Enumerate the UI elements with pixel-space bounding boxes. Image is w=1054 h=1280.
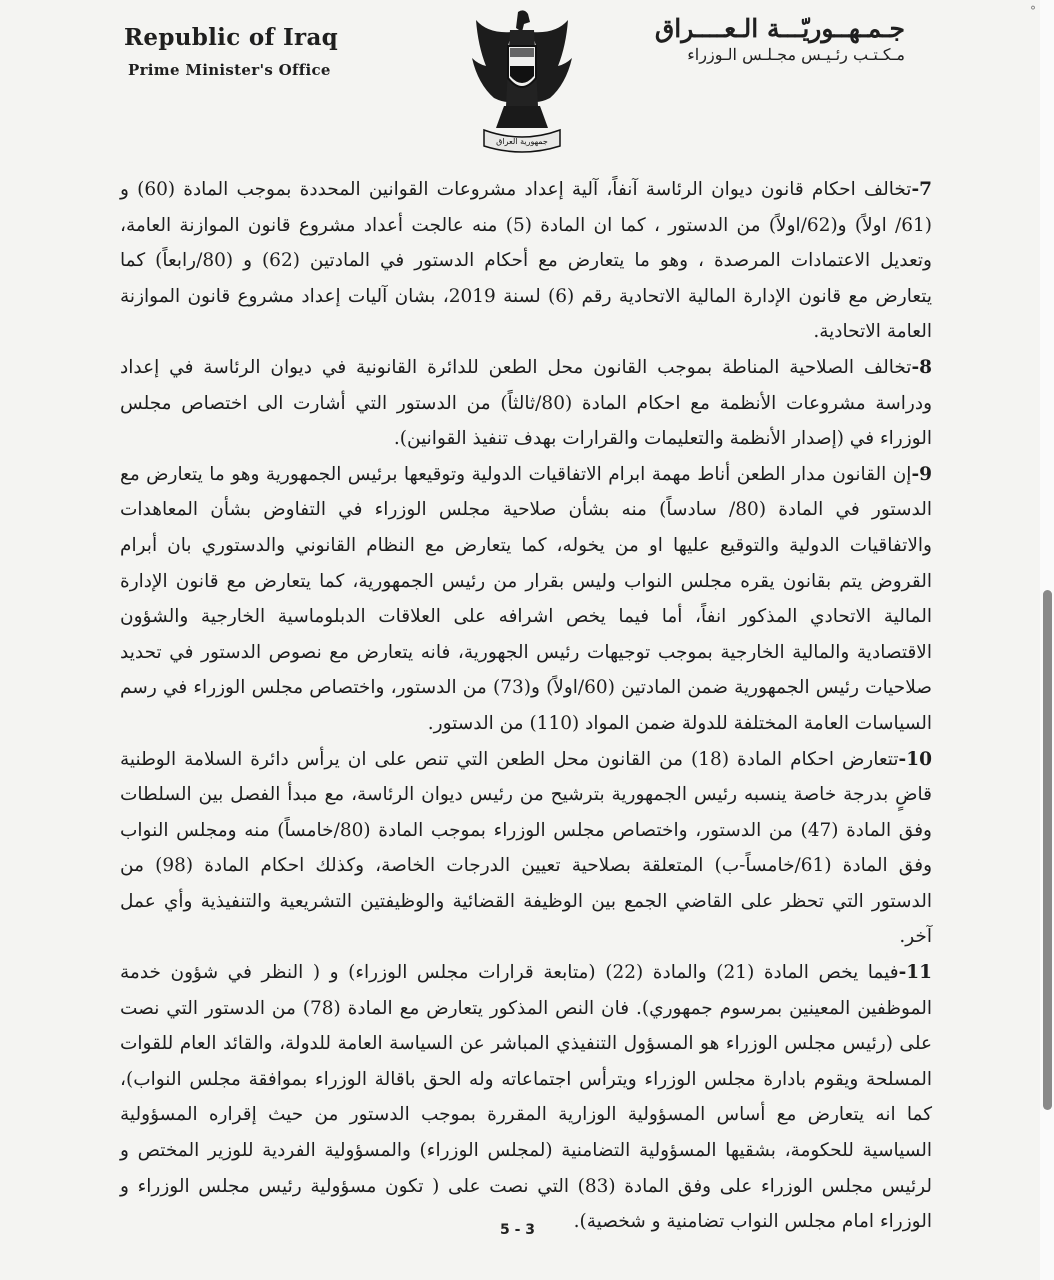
header-english xyxy=(124,24,338,79)
document-body xyxy=(120,172,932,1240)
clause-text: إن القانون مدار الطعن أناط مهمة ابرام الاتفاقيات الدولية وتوقيعها برئيس الجمهورية وهو ما يتعارض مع الدستور في المادة (80/ سادساً) منه بشأن صلاحية مجلس الوزراء في التفاوض بشأن المعاهدات والاتفاقيات الدولية والتوقيع عليها او من يخوله، كما يتعارض مع النظام القانوني والدستوري بان أبرام القروض يتم بقانون يقره مجلس النواب وليس بقرار من رئيس الجمهورية، كما يتعارض مع قانون الإدارة المالية الاتحادي المذكور انفاً، أما فيما يخص اشرافه على العلاقات الدبلوماسية الخارجية والشؤون الاقتصادية والمالية الخارجية بموجب توجيهات رئيس الجهورية، فانه يتعارض مع نصوص الدستور في تحديد صلاحيات رئيس الجمهورية ضمن المادتين (60/اولاً) و(73) من الدستور، واختصاص مجلس الوزراء في رسم السياسات العامة المختلفة للدولة ضمن المواد (110) من الدستور. xyxy=(120,463,932,734)
clause-9 xyxy=(120,457,932,742)
clause-text: فيما يخص المادة (21) والمادة (22) (متابعة قرارات مجلس الوزراء) و ( النظر في شؤون خدمة الموظفين المعينين بمرسوم جمهوري). فان النص المذكور يتعارض مع المادة (78) من الدستور التي نصت على (رئيس مجلس الوزراء هو المسؤول التنفيذي المباشر عن السياسة العامة للدولة، والقائد العام للقوات المسلحة ويقوم بادارة مجلس الوزراء ويترأس اجتماعاته وله الحق باقالة الوزراء بموافقة مجلس النواب)، كما انه يتعارض مع أساس المسؤولية الوزارية المقررة بموجب الدستور من حيث إقراره المسؤولية السياسية للحكومة، بشقيها المسؤولية التضامنية (لمجلس الوزراء) والمسؤولية الفردية للوزير المختص و لرئيس مجلس الوزراء على وفق المادة (83) التي نصت على ( تكون مسؤولية رئيس مجلس الوزراء و الوزراء امام مجلس النواب تضامنية و شخصية). xyxy=(120,962,932,1233)
header-republic-title: Republic of Iraq xyxy=(124,24,339,51)
clause-number: 11- xyxy=(898,962,932,984)
clause-number: 10- xyxy=(898,748,932,770)
clause-text: تخالف احكام قانون ديوان الرئاسة آنفاً، آلية إعداد مشروعات القوانين المحددة بموجب المادة (60) و (61/ اولاً) و(62/اولاً) من الدستور ، كما ان المادة (5) منه عالجت أعداد مشروع قانون الموازنة العامة، وتعديل الاعتمادات المرصدة ، وهو ما يتعارض مع أحكام الدستور في المادتين (62) و (80/رابعاً) كما يتعارض مع قانون الإدارة المالية الاتحادية رقم (6) لسنة 2019، بشان آليات إعداد مشروع قانون الموازنة العامة الاتحادية. xyxy=(120,179,932,343)
clause-7 xyxy=(120,172,932,350)
scrollbar[interactable] xyxy=(1040,0,1054,1280)
clause-number: 7- xyxy=(911,179,932,200)
page-number: 5 - 3 xyxy=(500,1222,536,1238)
clause-text: تتعارض احكام المادة (18) من القانون محل الطعن التي تنص على ان يرأس دائرة السلامة الوطنية قاضٍ بدرجة خاصة ينسبه رئيس الجمهورية بترشيح من رئيس ديوان الرئاسة، مع مبدأ الفصل بين السلطات وفق المادة (47) من الدستور، واختصاص مجلس الوزراء بموجب المادة (80/خامساً) منه ومجلس النواب وفق المادة (61/خامساً-ب) المتعلقة بصلاحية تعيين الدرجات الخاصة، وكذلك احكام المادة (98) من الدستور التي تحظر على القاضي الجمع بين الوظيفة القضائية والوظيفتين التشريعية والتنفيذية وأي عمل آخر. xyxy=(120,748,933,948)
clause-10 xyxy=(120,742,932,956)
header-arabic xyxy=(655,14,905,64)
iraq-eagle-emblem-icon xyxy=(468,6,576,156)
clause-number: 8- xyxy=(911,356,933,378)
clause-text: تخالف الصلاحية المناطة بموجب القانون محل الطعن للدائرة القانونية في ديوان الرئاسة في إعداد ودراسة مشروعات الأنظمة مع احكام المادة (80/ثالثاً) من الدستور التي أشارت الى اختصاص مجلس الوزراء في (إصدار الأنظمة والتعليمات والقرارات بهدف تنفيذ القوانين). xyxy=(120,356,932,450)
scrollbar-thumb[interactable] xyxy=(1043,590,1052,1110)
corner-mark: ° xyxy=(1030,4,1036,18)
header-office-title-ar: مـكـتـب رئـيـس مجـلـس الـوزراء xyxy=(687,45,905,64)
header-office-title: Prime Minister's Office xyxy=(128,61,331,79)
header-republic-title-ar: جـمـهــوريّـــة الـعــــراق xyxy=(654,14,905,43)
clause-number: 9- xyxy=(911,463,932,485)
emblem-banner-text: جمهورية العراق xyxy=(496,137,548,146)
clause-11 xyxy=(120,955,932,1240)
clause-8 xyxy=(120,350,932,457)
